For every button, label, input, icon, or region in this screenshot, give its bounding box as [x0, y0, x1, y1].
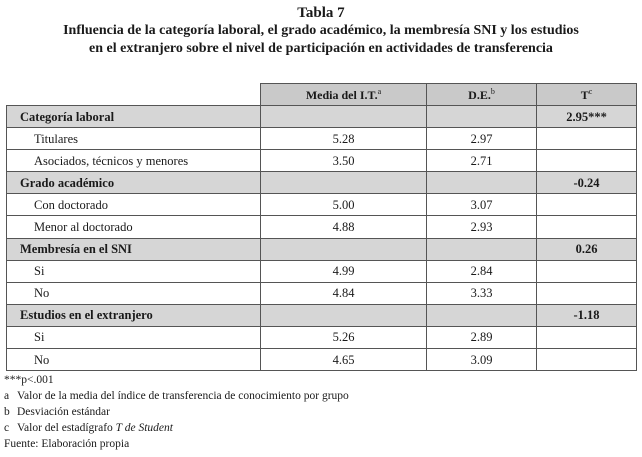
header-blank [7, 84, 261, 106]
row-t [537, 194, 637, 216]
group-label: Estudios en el extranjero [7, 304, 261, 326]
group-media [261, 238, 427, 260]
group-media [261, 106, 427, 128]
row-label: Menor al doctorado [7, 216, 261, 238]
row-de: 3.07 [427, 194, 537, 216]
row-de: 2.97 [427, 128, 537, 150]
row-de: 3.33 [427, 282, 537, 304]
group-t-value: -0.24 [537, 172, 637, 194]
row-t [537, 260, 637, 282]
table-row [7, 260, 637, 282]
header-t: $T^c$ [537, 84, 637, 106]
header-row [7, 84, 637, 106]
row-t [537, 128, 637, 150]
header-media: Media del I.T.$^a$ [261, 84, 427, 106]
table-notes [4, 372, 349, 452]
table-row [7, 282, 637, 304]
row-label: Si [7, 260, 261, 282]
group-media [261, 304, 427, 326]
row-media: 5.26 [261, 326, 427, 348]
row-de: 3.09 [427, 349, 537, 371]
note-b: b Desviación estándar [4, 406, 110, 418]
note-c: c Valor del estadígrafo T de Student [4, 422, 173, 434]
row-media: 4.84 [261, 282, 427, 304]
row-de: 2.89 [427, 326, 537, 348]
row-de: 2.93 [427, 216, 537, 238]
table-row [7, 349, 637, 371]
table-title: Tabla 7 [297, 5, 345, 21]
group-row-membresia [7, 238, 637, 260]
group-de [427, 172, 537, 194]
group-de [427, 238, 537, 260]
group-row-grado [7, 172, 637, 194]
group-label: Grado académico [7, 172, 261, 194]
note-a: a Valor de la media del índice de transferencia de conocimiento por grupo [4, 390, 349, 402]
row-de: 2.71 [427, 150, 537, 172]
table-row [7, 150, 637, 172]
row-t [537, 150, 637, 172]
group-t-value: -1.18 [537, 304, 637, 326]
row-label: Asociados, técnicos y menores [7, 150, 261, 172]
group-row-estudios [7, 304, 637, 326]
group-de [427, 304, 537, 326]
table-row [7, 216, 637, 238]
row-media: 4.65 [261, 349, 427, 371]
significance-note: ***p<.001 [4, 374, 54, 386]
row-label: No [7, 349, 261, 371]
row-label: Si [7, 326, 261, 348]
row-de: 2.84 [427, 260, 537, 282]
group-media [261, 172, 427, 194]
subtitle-line-1: Influencia de la categoría laboral, el grado académico, la membresía SNI y los estudios [63, 23, 579, 38]
source-note: Fuente: Elaboración propia [4, 438, 130, 450]
row-media: 4.99 [261, 260, 427, 282]
row-media: 4.88 [261, 216, 427, 238]
row-t [537, 216, 637, 238]
row-media: 5.00 [261, 194, 427, 216]
subtitle-line-2: en el extranjero sobre el nivel de participación en actividades de transferencia [89, 41, 553, 56]
group-label: Categoría laboral [7, 106, 261, 128]
row-label: No [7, 282, 261, 304]
row-label: Con doctorado [7, 194, 261, 216]
group-de [427, 106, 537, 128]
table-row [7, 326, 637, 348]
group-t-value: 2.95*** [537, 106, 637, 128]
group-label: Membresía en el SNI [7, 238, 261, 260]
table-subtitle [0, 22, 642, 58]
row-label: Titulares [7, 128, 261, 150]
header-de: D.E.$^b$ [427, 84, 537, 106]
group-t-value: 0.26 [537, 238, 637, 260]
row-media: 3.50 [261, 150, 427, 172]
row-t [537, 349, 637, 371]
row-media: 5.28 [261, 128, 427, 150]
table-row [7, 128, 637, 150]
data-table [6, 83, 637, 371]
row-t [537, 282, 637, 304]
group-row-categoria [7, 106, 637, 128]
row-t [537, 326, 637, 348]
table-row [7, 194, 637, 216]
